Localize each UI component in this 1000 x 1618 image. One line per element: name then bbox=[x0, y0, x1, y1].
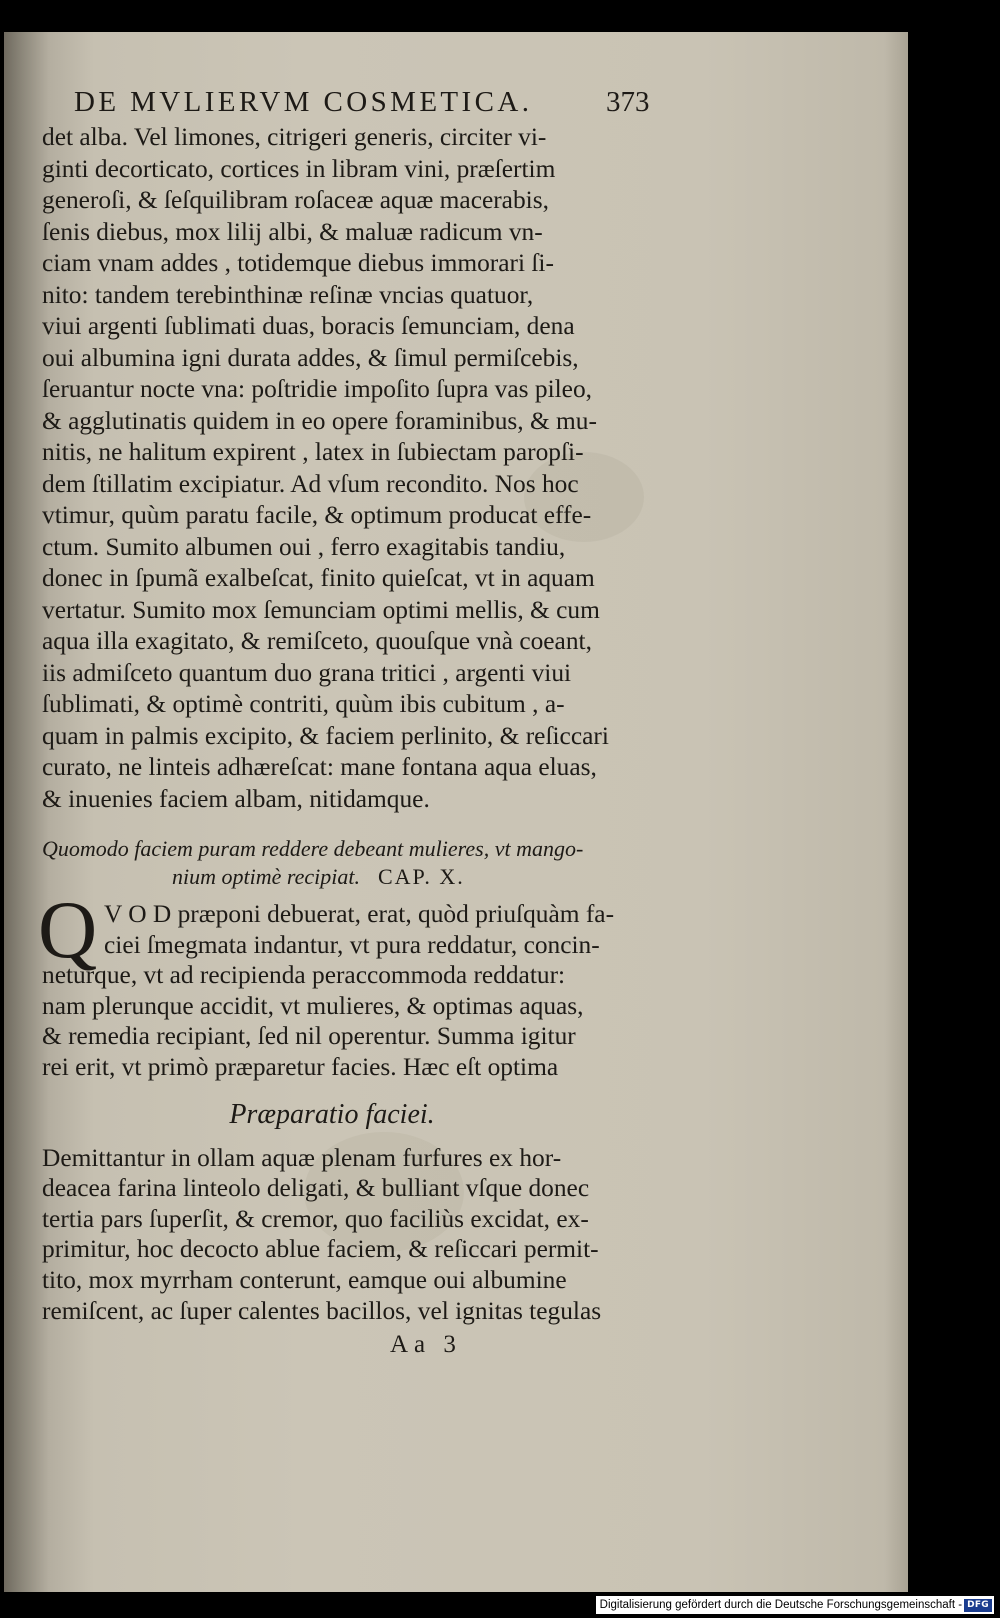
dfg-logo-icon: DFG bbox=[964, 1599, 992, 1612]
text-line: Demittantur in ollam aquæ plenam furfures ex hor- bbox=[42, 1143, 562, 1172]
text-line: tito, mox myrrham conterunt, eamque oui albumine bbox=[42, 1265, 567, 1294]
text-line: V O D præponi debuerat, erat, quòd priuſquàm fa- bbox=[104, 900, 615, 928]
text-line: & remedia recipiant, ſed nil operentur. Summa igitur bbox=[42, 1022, 576, 1051]
chapter-heading-text: nium optimè recipiat. bbox=[172, 864, 360, 889]
text-line: ſeruantur nocte vna: poſtridie impoſito ſupra vas pileo, bbox=[42, 375, 592, 403]
text-line: & agglutinatis quidem in eo opere foraminibus, & mu- bbox=[42, 406, 597, 435]
text-line: deacea farina linteolo deligati, & bulliant vſque donec bbox=[42, 1174, 590, 1203]
text-line: ſublimati, & optimè contriti, quùm ibis cubitum , a- bbox=[42, 690, 565, 718]
text-line: rei erit, vt primò præparetur facies. Hæc eſt optima bbox=[42, 1052, 559, 1081]
text-line: ginti decorticato, cortices in libram vini, præſertim bbox=[42, 154, 556, 183]
running-head bbox=[74, 82, 682, 122]
text-line: & inuenies faciem albam, nitidamque. bbox=[42, 784, 430, 813]
text-line: ctum. Sumito albumen oui , ferro exagitabis tandiu, bbox=[42, 532, 566, 561]
text-line: generoſi, & ſeſquilibram roſaceæ aquæ macerabis, bbox=[42, 186, 549, 214]
text-line: aqua illa exagitato, & remiſceto, quouſque vnà coeant, bbox=[42, 627, 592, 655]
text-line: iis admiſceto quantum duo grana tritici , argenti viui bbox=[42, 658, 572, 687]
text-line: primitur, hoc decocto ablue faciem, & reſiccari permit- bbox=[42, 1235, 599, 1264]
text-line: ciei ſmegmata indantur, vt pura reddatur, concin- bbox=[104, 930, 600, 959]
body-paragraph bbox=[42, 122, 682, 815]
text-line: nitis, ne halitum expirent , latex in ſubiectam paropſi- bbox=[42, 438, 584, 466]
text-line: remiſcent, ac ſuper calentes bacillos, vel ignitas tegulas bbox=[42, 1296, 602, 1325]
text-line: oui albumina igni durata addes, & ſimul permiſcebis, bbox=[42, 343, 579, 372]
book-page bbox=[4, 32, 908, 1592]
text-line: neturque, vt ad recipienda peraccommoda reddatur: bbox=[42, 961, 566, 990]
text-line: curato, ne linteis adhæreſcat: mane fontana aqua eluas, bbox=[42, 753, 597, 781]
text-line: viui argenti ſublimati duas, boracis ſemunciam, dena bbox=[42, 312, 575, 340]
text-line: donec in ſpumã exalbeſcat, finito quieſcat, vt in aquam bbox=[42, 564, 595, 592]
page-number: 373 bbox=[606, 86, 650, 118]
page-content bbox=[38, 82, 682, 1362]
running-head-title: DE MVLIERVM COSMETICA. bbox=[74, 86, 533, 118]
chapter-paragraph bbox=[38, 884, 682, 1083]
text-line: dem ſtillatim excipiatur. Ad vſum recondito. Nos hoc bbox=[42, 469, 579, 498]
section-paragraph bbox=[42, 1143, 682, 1327]
section-heading: Præparatio faciei. bbox=[229, 1098, 435, 1130]
chapter-number: CAP. X. bbox=[378, 864, 465, 889]
digitization-credit bbox=[596, 1596, 994, 1614]
text-line: tertia pars ſuperſit, & cremor, quo faciliùs excidat, ex- bbox=[42, 1204, 589, 1233]
text-line: det alba. Vel limones, citrigeri generis, circiter vi- bbox=[42, 123, 547, 151]
text-line: ciam vnam addes , totidemque diebus immorari ſi- bbox=[42, 249, 554, 277]
text-line: nam plerunque accidit, vt mulieres, & optimas aquas, bbox=[42, 991, 584, 1020]
chapter-heading-line bbox=[42, 863, 682, 891]
text-line: nito: tandem terebinthinæ reſinæ vncias quatuor, bbox=[42, 280, 534, 309]
drop-cap-initial: Q bbox=[38, 884, 98, 975]
text-line: vtimur, quùm paratu facile, & optimum producat effe- bbox=[42, 501, 592, 529]
signature-mark: Aa 3 bbox=[390, 1331, 462, 1359]
credit-text: Digitalisierung gefördert durch die Deutsche Forschungsgemeinschaft - bbox=[599, 1599, 963, 1611]
text-line: quam in palmis excipito, & faciem perlinito, & reſiccari bbox=[42, 721, 609, 750]
chapter-heading bbox=[42, 835, 682, 891]
text-line: ſenis diebus, mox lilij albi, & maluæ radicum vn- bbox=[42, 217, 543, 246]
text-line: vertatur. Sumito mox ſemunciam optimi mellis, & cum bbox=[42, 595, 600, 624]
chapter-heading-line: Quomodo faciem puram reddere debeant mulieres, vt mango- bbox=[42, 836, 584, 861]
